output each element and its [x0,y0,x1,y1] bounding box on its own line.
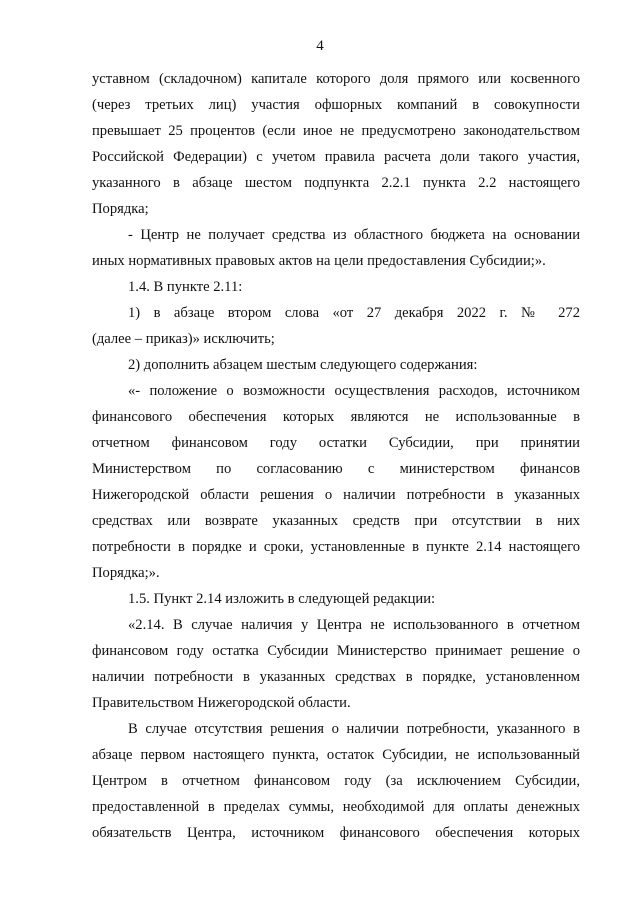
text-line: превышает 25 процентов (если иное не предусмотрено законодательством [92,123,580,139]
text-line: предоставленной в пределах суммы, необходимой для оплаты денежных [92,799,580,815]
text-line: «- положение о возможности осуществления расходов, источником [128,383,580,399]
text-line: 1) в абзаце втором слова «от 27 декабря 2022 г. № 272 [128,305,580,321]
text-line: 1.4. В пункте 2.11: [128,279,243,295]
text-line: Порядка;». [92,565,160,581]
page-number: 4 [316,38,324,54]
text-line: финансового обеспечения которых являются не использованные в [92,409,580,425]
text-line: Порядка; [92,201,149,217]
text-line: абзаце первом настоящего пункта, остаток Субсидии, не использованный [92,747,580,763]
text-line: (через третьих лиц) участия офшорных компаний в совокупности [92,97,580,113]
text-line: обязательств Центра, источником финансового обеспечения которых [92,825,580,841]
text-line: потребности в порядке и сроки, установленные в пункте 2.14 настоящего [92,539,580,555]
document-body [92,66,580,846]
text-line: «2.14. В случае наличия у Центра не использованного в отчетном [128,617,580,633]
text-line: Нижегородской области решения о наличии потребности в указанных [92,487,580,503]
text-line: Российской Федерации) с учетом правила расчета доли такого участия, [92,149,580,165]
text-line: Правительством Нижегородской области. [92,695,351,711]
text-line: 2) дополнить абзацем шестым следующего содержания: [128,357,478,373]
text-line: уставном (складочном) капитале которого доля прямого или косвенного [92,71,580,87]
text-line: отчетном финансовом году остатки Субсидии, при принятии [92,435,580,451]
text-line: Центром в отчетном финансовом году (за исключением Субсидии, [92,773,580,789]
text-line: 1.5. Пункт 2.14 изложить в следующей редакции: [128,591,436,607]
text-line: иных нормативных правовых актов на цели предоставления Субсидии;». [92,253,546,269]
text-line: В случае отсутствия решения о наличии потребности, указанного в [128,721,580,737]
text-line: - Центр не получает средства из областного бюджета на основании [128,227,580,243]
text-line: средствах или возврате указанных средств при отсутствии в них [92,513,580,529]
text-line: финансовом году остатка Субсидии Министерство принимает решение о [92,643,580,659]
text-line: указанного в абзаце шестом подпункта 2.2.1 пункта 2.2 настоящего [92,175,580,191]
text-line: Министерством по согласованию с министерством финансов [92,461,580,477]
text-line: (далее – приказ)» исключить; [92,331,275,347]
text-line: наличии потребности в указанных средствах в порядке, установленном [92,669,580,685]
